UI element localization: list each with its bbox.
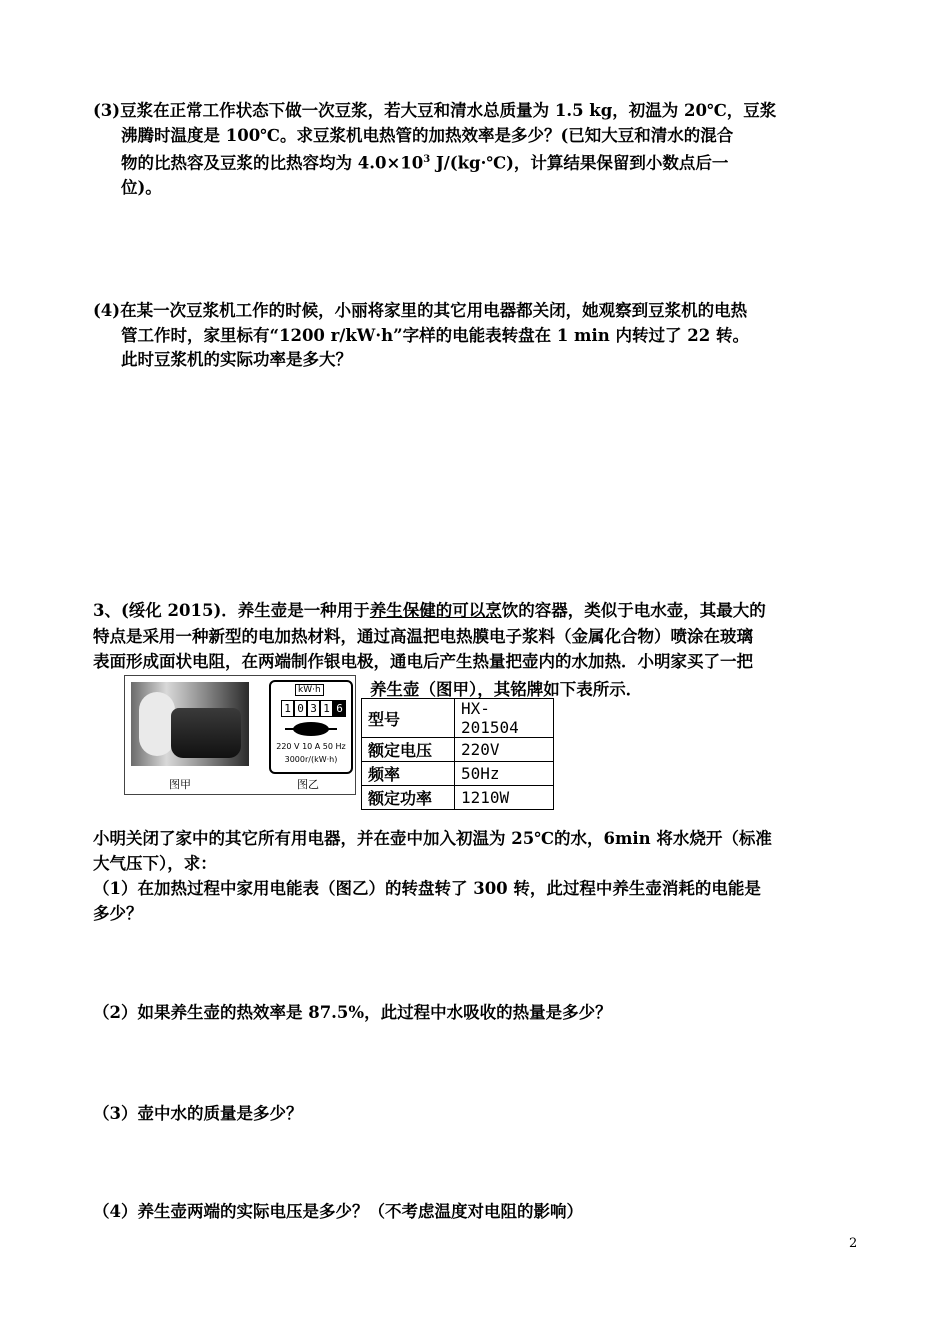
q3-line1: (3)豆浆在正常工作状态下做一次豆浆，若大豆和清水总质量为 1.5 kg，初温为 20℃，豆浆 (93, 101, 777, 120)
q4-line1: (4)在某一次豆浆机工作的时候，小丽将家里的其它用电器都关闭，她观察到豆浆机的电热 (93, 301, 748, 320)
p3-intro-b: 饮的容器，类似于电水壶，其最大的 (501, 601, 766, 620)
meter-unit: kW·h (295, 684, 324, 696)
nameplate-table (361, 698, 554, 810)
q4-line3: 此时豆浆机的实际功率是多大？ (121, 350, 352, 369)
q3-line4: 位)。 (121, 178, 162, 197)
meter-digit: 1 (281, 700, 294, 717)
meter-digits (281, 700, 346, 717)
question-4 (93, 299, 868, 373)
kettle-photo (131, 682, 249, 766)
table-value: 1210W (455, 786, 554, 810)
table-key: 额定功率 (362, 786, 455, 810)
question-3 (93, 99, 868, 201)
setup-paragraph (93, 826, 863, 926)
caption-figure-a: 图甲 (169, 778, 191, 791)
table-value: 50Hz (455, 762, 554, 786)
caption-figure-b: 图乙 (297, 778, 319, 791)
p3-line3: 表面形成面状电阻，在两端制作银电极，通电后产生热量把壶内的水加热．小明家买了一把 (93, 652, 753, 671)
table-row (362, 762, 554, 786)
q3-line3b: J/(kg·℃)，计算结果保留到小数点后一 (430, 153, 729, 173)
page-number: 2 (849, 1236, 858, 1251)
q3-line2: 沸腾时温度是 100℃。求豆浆机电热管的加热效率是多少？(已知大豆和清水的混合 (121, 125, 734, 145)
setup-line1: 小明关闭了家中的其它所有用电器，并在壶中加入初温为 25℃的水，6min 将水烧开（标准 (93, 829, 772, 848)
p3-intro-a: 3、(绥化 2015)．养生壶是一种用于 (93, 601, 370, 620)
problem-3-intro (93, 598, 863, 675)
meter-digit: 6 (333, 700, 346, 717)
sub-question-1a: （1）在加热过程中家用电能表（图乙）的转盘转了 300 转，此过程中养生壶消耗的电能是 (93, 879, 761, 898)
table-row (362, 699, 554, 738)
meter-digit: 0 (294, 700, 307, 717)
sub-question-2: （2）如果养生壶的热效率是 87.5%，此过程中水吸收的热量是多少？ (93, 1003, 612, 1022)
p3-line4: 养生壶（图甲），其铭牌如下表所示． (370, 680, 643, 699)
meter-spec-2: 3000r/(kW·h) (284, 755, 338, 764)
p3-intro-underlined: 养生保健的可以烹 (369, 601, 502, 620)
sub-question-1b: 多少？ (93, 904, 143, 923)
q3-line3a: 物的比热容及豆浆的比热容均为 4.0×10 (121, 153, 424, 173)
q4-line2: 管工作时，家里标有“1200 r/kW·h”字样的电能表转盘在 1 min 内转过了 22 转。 (121, 325, 749, 345)
setup-line2: 大气压下），求： (93, 854, 217, 873)
q3-exponent: 3 (423, 154, 431, 165)
sub-question-3: （3）壶中水的质量是多少？ (93, 1104, 303, 1123)
table-key: 型号 (362, 699, 455, 738)
energy-meter-drawing (269, 680, 353, 774)
table-row (362, 786, 554, 810)
table-key: 额定电压 (362, 738, 455, 762)
table-value: HX-201504 (455, 699, 554, 738)
meter-digit: 3 (307, 700, 320, 717)
table-key: 频率 (362, 762, 455, 786)
meter-digit: 1 (320, 700, 333, 717)
meter-spec-1: 220 V 10 A 50 Hz (276, 742, 346, 751)
figure-kettle-and-meter (124, 675, 356, 795)
table-row (362, 738, 554, 762)
table-value: 220V (455, 738, 554, 762)
p3-line2: 特点是采用一种新型的电加热材料，通过高温把电热膜电子浆料（金属化合物）喷涂在玻璃 (93, 626, 753, 646)
meter-disc-icon (293, 722, 329, 736)
sub-question-4: （4）养生壶两端的实际电压是多少？（不考虑温度对电阻的影响） (93, 1202, 583, 1221)
